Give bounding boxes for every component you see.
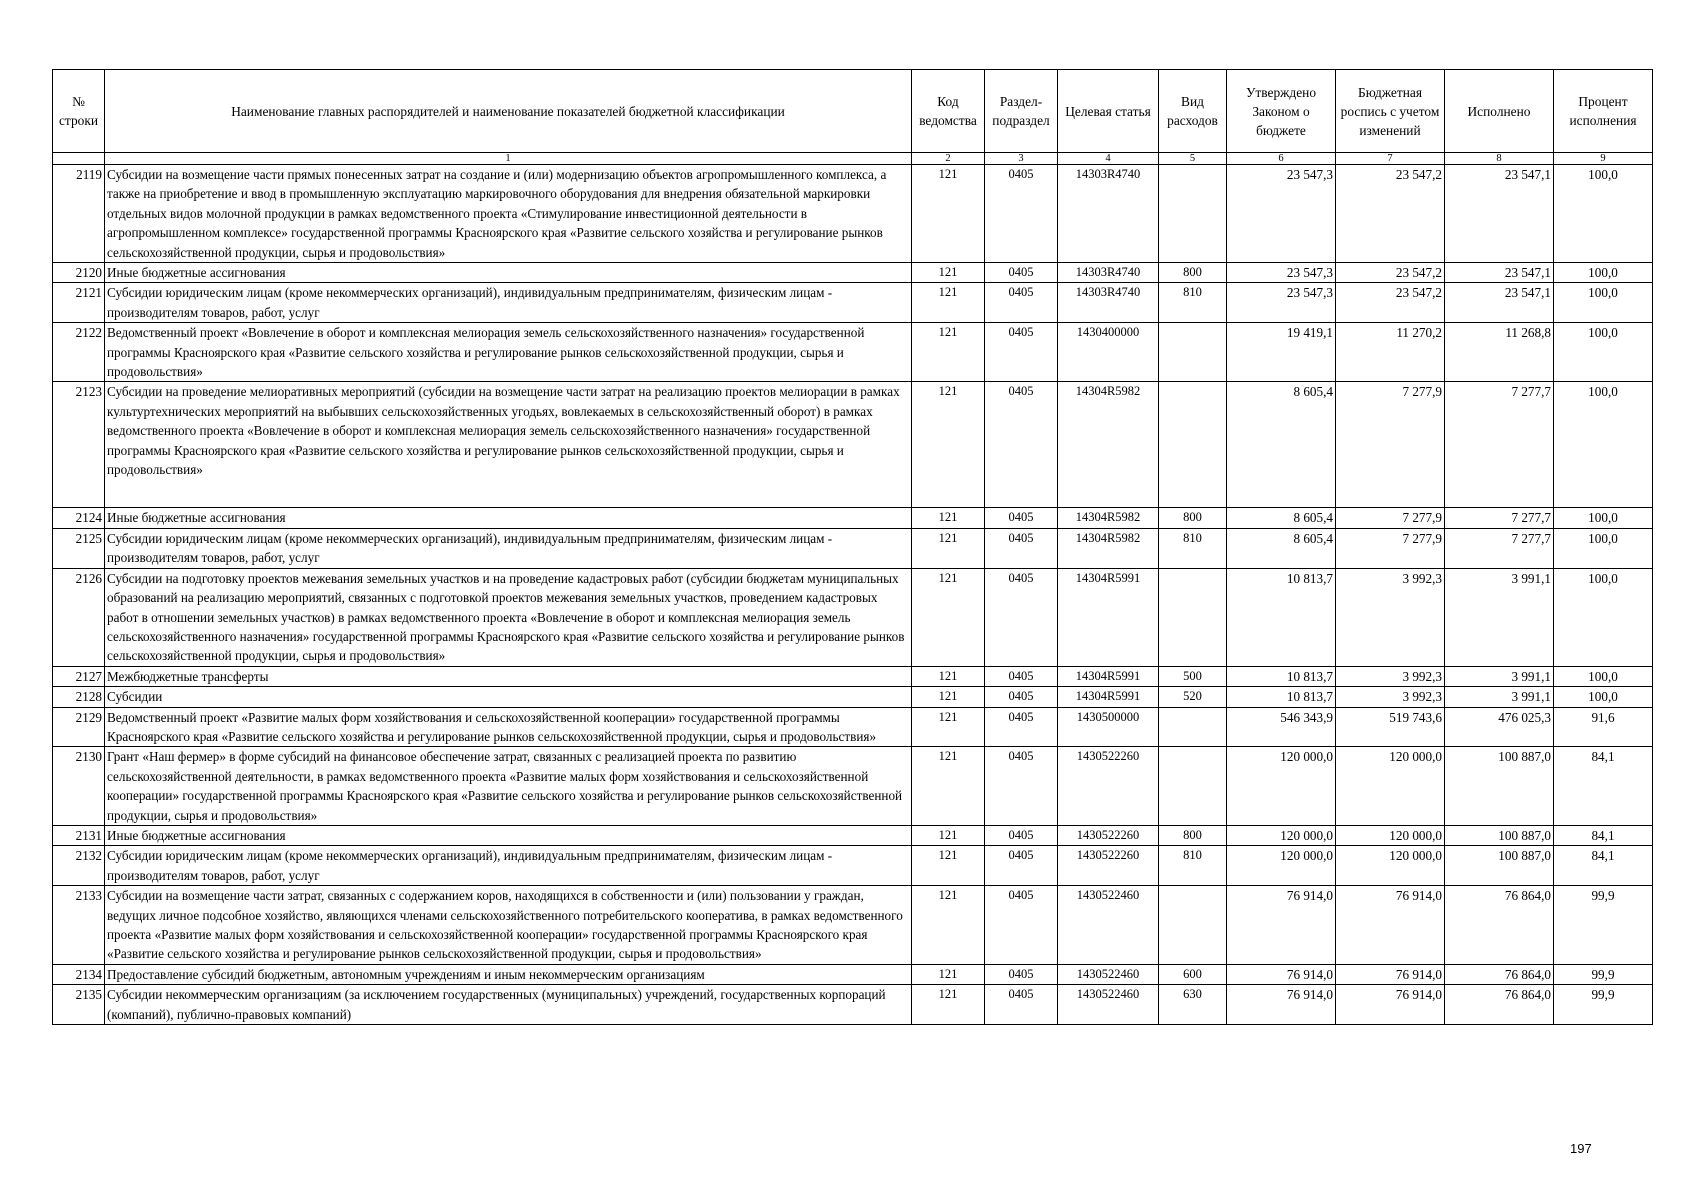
expense-type: 520 bbox=[1159, 687, 1227, 707]
row-number: 2132 bbox=[53, 846, 105, 886]
table-row bbox=[53, 263, 1653, 283]
approved-amount: 8 605,4 bbox=[1227, 528, 1336, 568]
budget-amount: 76 914,0 bbox=[1336, 886, 1445, 965]
execution-percent: 100,0 bbox=[1554, 323, 1653, 382]
header-name: Наименование главных распорядителей и наименование показателей бюджетной классификации bbox=[105, 70, 912, 153]
item-name: Субсидии на возмещение части прямых понесенных затрат на создание и (или) модернизацию объектов агропромышленного комплекса, а также на приобретение и ввод в промышленную эксплуатацию маркировочного оборудования для внедрения обязательной маркировки отдельных видов молочной продукции в рамках ведомственного проекта «Стимулирование инвестиционной деятельности в агропромышленном комплексе» государственной программы Красноярского края «Развитие сельского хозяйства и регулирование рынков сельскохозяйственной продукции, сырья и продовольствия» bbox=[105, 165, 912, 263]
department-code: 121 bbox=[912, 985, 985, 1025]
table-row bbox=[53, 382, 1653, 508]
target-item: 1430522460 bbox=[1058, 886, 1159, 965]
item-name: Ведомственный проект «Вовлечение в оборот и комплексная мелиорация земель сельскохозяйственного назначения» государственной программы Красноярского края «Развитие сельского хозяйства и регулирование рынков сельскохозяйственной продукции, сырья и продовольствия» bbox=[105, 323, 912, 382]
budget-amount: 76 914,0 bbox=[1336, 964, 1445, 984]
target-item: 1430522460 bbox=[1058, 985, 1159, 1025]
section-code: 0405 bbox=[985, 886, 1058, 965]
table-row bbox=[53, 508, 1653, 528]
department-code: 121 bbox=[912, 666, 985, 686]
department-code: 121 bbox=[912, 283, 985, 323]
execution-percent: 99,9 bbox=[1554, 964, 1653, 984]
table-row bbox=[53, 528, 1653, 568]
expense-type: 810 bbox=[1159, 283, 1227, 323]
section-code: 0405 bbox=[985, 165, 1058, 263]
target-item: 14304R5991 bbox=[1058, 687, 1159, 707]
item-name: Субсидии bbox=[105, 687, 912, 707]
item-name: Межбюджетные трансферты bbox=[105, 666, 912, 686]
budget-table bbox=[52, 69, 1653, 1025]
department-code: 121 bbox=[912, 886, 985, 965]
header-approved: Утверждено Законом о бюджете bbox=[1227, 70, 1336, 153]
table-row bbox=[53, 707, 1653, 747]
approved-amount: 10 813,7 bbox=[1227, 687, 1336, 707]
section-code: 0405 bbox=[985, 825, 1058, 845]
expense-type: 500 bbox=[1159, 666, 1227, 686]
department-code: 121 bbox=[912, 964, 985, 984]
item-name: Субсидии юридическим лицам (кроме некоммерческих организаций), индивидуальным предпринимателям, физическим лицам - производителям товаров, работ, услуг bbox=[105, 283, 912, 323]
table-header-row bbox=[53, 70, 1653, 153]
expense-type bbox=[1159, 382, 1227, 508]
item-name: Субсидии на возмещение части затрат, связанных с содержанием коров, находящихся в собственности и (или) пользовании у граждан, ведущих личное подсобное хозяйство, являющихся членами сельскохозяйственного потребительского кооператива, в рамках ведомственного проекта «Развитие малых форм хозяйствования и сельскохозяйственной кооперации» государственной программы Красноярского края «Развитие сельского хозяйства и регулирование рынков сельскохозяйственной продукции, сырья и продовольствия» bbox=[105, 886, 912, 965]
expense-type: 810 bbox=[1159, 528, 1227, 568]
header-target-item: Целевая статья bbox=[1058, 70, 1159, 153]
department-code: 121 bbox=[912, 687, 985, 707]
section-code: 0405 bbox=[985, 382, 1058, 508]
executed-amount: 7 277,7 bbox=[1445, 382, 1554, 508]
item-name: Грант «Наш фермер» в форме субсидий на финансовое обеспечение затрат, связанных с реализацией проекта по развитию сельскохозяйственной деятельности, в рамках ведомственного проекта «Развитие малых форм хозяйствования и сельскохозяйственной кооперации» государственной программы Красноярского края «Развитие сельского хозяйства и регулирование рынков сельскохозяйственной продукции, сырья и продовольствия» bbox=[105, 747, 912, 826]
item-name: Иные бюджетные ассигнования bbox=[105, 263, 912, 283]
approved-amount: 10 813,7 bbox=[1227, 666, 1336, 686]
target-item: 14304R5982 bbox=[1058, 528, 1159, 568]
item-name: Субсидии некоммерческим организациям (за исключением государственных (муниципальных) учреждений, государственных корпораций (компаний), публично-правовых компаний) bbox=[105, 985, 912, 1025]
expense-type: 600 bbox=[1159, 964, 1227, 984]
target-item: 1430522260 bbox=[1058, 846, 1159, 886]
target-item: 14303R4740 bbox=[1058, 283, 1159, 323]
item-name: Ведомственный проект «Развитие малых форм хозяйствования и сельскохозяйственной кооперации» государственной программы Красноярского края «Развитие сельского хозяйства и регулирование рынков сельскохозяйственной продукции, сырья и продовольствия» bbox=[105, 707, 912, 747]
executed-amount: 23 547,1 bbox=[1445, 263, 1554, 283]
item-name: Субсидии на подготовку проектов межевания земельных участков и на проведение кадастровых работ (субсидии бюджетам муниципальных образований на реализацию мероприятий, связанных с подготовкой проектов межевания земельных участков, проведением кадастровых работ в отношении земельных участков) в рамках ведомственного проекта «Вовлечение в оборот и комплексная мелиорация земель сельскохозяйственного назначения» государственной программы Красноярского края «Развитие сельского хозяйства и регулирование рынков сельскохозяйственной продукции, сырья и продовольствия» bbox=[105, 568, 912, 666]
column-number: 6 bbox=[1227, 153, 1336, 165]
executed-amount: 3 991,1 bbox=[1445, 687, 1554, 707]
row-number: 2130 bbox=[53, 747, 105, 826]
approved-amount: 120 000,0 bbox=[1227, 747, 1336, 826]
department-code: 121 bbox=[912, 528, 985, 568]
row-number: 2120 bbox=[53, 263, 105, 283]
column-number: 1 bbox=[105, 153, 912, 165]
expense-type bbox=[1159, 707, 1227, 747]
execution-percent: 100,0 bbox=[1554, 528, 1653, 568]
approved-amount: 8 605,4 bbox=[1227, 382, 1336, 508]
budget-amount: 7 277,9 bbox=[1336, 508, 1445, 528]
table-row bbox=[53, 886, 1653, 965]
row-number: 2119 bbox=[53, 165, 105, 263]
section-code: 0405 bbox=[985, 846, 1058, 886]
expense-type: 630 bbox=[1159, 985, 1227, 1025]
column-number-row bbox=[53, 153, 1653, 165]
approved-amount: 120 000,0 bbox=[1227, 825, 1336, 845]
approved-amount: 76 914,0 bbox=[1227, 964, 1336, 984]
approved-amount: 8 605,4 bbox=[1227, 508, 1336, 528]
executed-amount: 23 547,1 bbox=[1445, 165, 1554, 263]
department-code: 121 bbox=[912, 747, 985, 826]
executed-amount: 76 864,0 bbox=[1445, 985, 1554, 1025]
executed-amount: 76 864,0 bbox=[1445, 886, 1554, 965]
header-budget-schedule: Бюджетная роспись с учетом изменений bbox=[1336, 70, 1445, 153]
item-name: Иные бюджетные ассигнования bbox=[105, 825, 912, 845]
table-row bbox=[53, 323, 1653, 382]
column-number: 8 bbox=[1445, 153, 1554, 165]
section-code: 0405 bbox=[985, 964, 1058, 984]
approved-amount: 19 419,1 bbox=[1227, 323, 1336, 382]
executed-amount: 7 277,7 bbox=[1445, 528, 1554, 568]
budget-amount: 23 547,2 bbox=[1336, 263, 1445, 283]
executed-amount: 76 864,0 bbox=[1445, 964, 1554, 984]
approved-amount: 23 547,3 bbox=[1227, 283, 1336, 323]
row-number: 2125 bbox=[53, 528, 105, 568]
header-expense-type: Вид расходов bbox=[1159, 70, 1227, 153]
header-percent: Процент исполнения bbox=[1554, 70, 1653, 153]
execution-percent: 99,9 bbox=[1554, 985, 1653, 1025]
target-item: 1430522460 bbox=[1058, 964, 1159, 984]
execution-percent: 100,0 bbox=[1554, 666, 1653, 686]
execution-percent: 100,0 bbox=[1554, 687, 1653, 707]
department-code: 121 bbox=[912, 825, 985, 845]
row-number: 2128 bbox=[53, 687, 105, 707]
row-number: 2121 bbox=[53, 283, 105, 323]
row-number: 2135 bbox=[53, 985, 105, 1025]
target-item: 14303R4740 bbox=[1058, 165, 1159, 263]
row-number: 2134 bbox=[53, 964, 105, 984]
column-number: 2 bbox=[912, 153, 985, 165]
table-row bbox=[53, 165, 1653, 263]
header-row-number: № строки bbox=[53, 70, 105, 153]
item-name: Иные бюджетные ассигнования bbox=[105, 508, 912, 528]
column-number: 4 bbox=[1058, 153, 1159, 165]
executed-amount: 7 277,7 bbox=[1445, 508, 1554, 528]
column-number: 9 bbox=[1554, 153, 1653, 165]
execution-percent: 84,1 bbox=[1554, 825, 1653, 845]
budget-amount: 3 992,3 bbox=[1336, 568, 1445, 666]
header-executed: Исполнено bbox=[1445, 70, 1554, 153]
header-section: Раздел-подраздел bbox=[985, 70, 1058, 153]
section-code: 0405 bbox=[985, 568, 1058, 666]
budget-amount: 76 914,0 bbox=[1336, 985, 1445, 1025]
item-name: Субсидии на проведение мелиоративных мероприятий (субсидии на возмещение части затрат на реализацию проектов мелиорации в рамках культуртехнических мероприятий на выбывших сельскохозяйственных угодьях, вовлекаемых в сельскохозяйственный оборот) в рамках ведомственного проекта «Вовлечение в оборот и комплексная мелиорация земель сельскохозяйственного назначения» государственной программы Красноярского края «Развитие сельского хозяйства и регулирование рынков сельскохозяйственной продукции, сырья и продовольствия» bbox=[105, 382, 912, 508]
approved-amount: 23 547,3 bbox=[1227, 263, 1336, 283]
executed-amount: 11 268,8 bbox=[1445, 323, 1554, 382]
budget-amount: 7 277,9 bbox=[1336, 382, 1445, 508]
section-code: 0405 bbox=[985, 323, 1058, 382]
department-code: 121 bbox=[912, 165, 985, 263]
section-code: 0405 bbox=[985, 528, 1058, 568]
item-name: Субсидии юридическим лицам (кроме некоммерческих организаций), индивидуальным предпринимателям, физическим лицам - производителям товаров, работ, услуг bbox=[105, 846, 912, 886]
expense-type: 800 bbox=[1159, 825, 1227, 845]
department-code: 121 bbox=[912, 508, 985, 528]
target-item: 1430400000 bbox=[1058, 323, 1159, 382]
header-department-code: Код ведомства bbox=[912, 70, 985, 153]
expense-type bbox=[1159, 165, 1227, 263]
section-code: 0405 bbox=[985, 666, 1058, 686]
approved-amount: 76 914,0 bbox=[1227, 985, 1336, 1025]
budget-amount: 120 000,0 bbox=[1336, 747, 1445, 826]
row-number: 2127 bbox=[53, 666, 105, 686]
execution-percent: 100,0 bbox=[1554, 568, 1653, 666]
section-code: 0405 bbox=[985, 985, 1058, 1025]
column-number: 5 bbox=[1159, 153, 1227, 165]
approved-amount: 546 343,9 bbox=[1227, 707, 1336, 747]
target-item: 1430522260 bbox=[1058, 825, 1159, 845]
approved-amount: 120 000,0 bbox=[1227, 846, 1336, 886]
item-name: Предоставление субсидий бюджетным, автономным учреждениям и иным некоммерческим организациям bbox=[105, 964, 912, 984]
row-number: 2122 bbox=[53, 323, 105, 382]
row-number: 2129 bbox=[53, 707, 105, 747]
table-row bbox=[53, 666, 1653, 686]
executed-amount: 100 887,0 bbox=[1445, 747, 1554, 826]
approved-amount: 76 914,0 bbox=[1227, 886, 1336, 965]
budget-amount: 3 992,3 bbox=[1336, 687, 1445, 707]
section-code: 0405 bbox=[985, 283, 1058, 323]
row-number: 2123 bbox=[53, 382, 105, 508]
row-number: 2126 bbox=[53, 568, 105, 666]
expense-type: 800 bbox=[1159, 508, 1227, 528]
row-number: 2124 bbox=[53, 508, 105, 528]
target-item: 14304R5991 bbox=[1058, 568, 1159, 666]
row-number: 2131 bbox=[53, 825, 105, 845]
executed-amount: 100 887,0 bbox=[1445, 846, 1554, 886]
table-row bbox=[53, 964, 1653, 984]
target-item: 14304R5982 bbox=[1058, 382, 1159, 508]
page-number: 197 bbox=[1570, 1141, 1592, 1156]
column-number: 3 bbox=[985, 153, 1058, 165]
department-code: 121 bbox=[912, 568, 985, 666]
execution-percent: 84,1 bbox=[1554, 747, 1653, 826]
budget-amount: 3 992,3 bbox=[1336, 666, 1445, 686]
budget-amount: 7 277,9 bbox=[1336, 528, 1445, 568]
target-item: 1430522260 bbox=[1058, 747, 1159, 826]
target-item: 14304R5982 bbox=[1058, 508, 1159, 528]
budget-amount: 120 000,0 bbox=[1336, 825, 1445, 845]
expense-type bbox=[1159, 568, 1227, 666]
expense-type: 810 bbox=[1159, 846, 1227, 886]
expense-type bbox=[1159, 747, 1227, 826]
expense-type bbox=[1159, 886, 1227, 965]
budget-amount: 11 270,2 bbox=[1336, 323, 1445, 382]
execution-percent: 100,0 bbox=[1554, 508, 1653, 528]
executed-amount: 3 991,1 bbox=[1445, 568, 1554, 666]
department-code: 121 bbox=[912, 846, 985, 886]
target-item: 1430500000 bbox=[1058, 707, 1159, 747]
section-code: 0405 bbox=[985, 747, 1058, 826]
table-row bbox=[53, 846, 1653, 886]
budget-amount: 23 547,2 bbox=[1336, 283, 1445, 323]
execution-percent: 100,0 bbox=[1554, 263, 1653, 283]
executed-amount: 3 991,1 bbox=[1445, 666, 1554, 686]
execution-percent: 100,0 bbox=[1554, 165, 1653, 263]
execution-percent: 99,9 bbox=[1554, 886, 1653, 965]
target-item: 14303R4740 bbox=[1058, 263, 1159, 283]
execution-percent: 84,1 bbox=[1554, 846, 1653, 886]
table-row bbox=[53, 568, 1653, 666]
budget-amount: 23 547,2 bbox=[1336, 165, 1445, 263]
department-code: 121 bbox=[912, 707, 985, 747]
execution-percent: 91,6 bbox=[1554, 707, 1653, 747]
execution-percent: 100,0 bbox=[1554, 283, 1653, 323]
department-code: 121 bbox=[912, 382, 985, 508]
budget-amount: 519 743,6 bbox=[1336, 707, 1445, 747]
department-code: 121 bbox=[912, 323, 985, 382]
section-code: 0405 bbox=[985, 508, 1058, 528]
approved-amount: 10 813,7 bbox=[1227, 568, 1336, 666]
expense-type: 800 bbox=[1159, 263, 1227, 283]
execution-percent: 100,0 bbox=[1554, 382, 1653, 508]
item-name: Субсидии юридическим лицам (кроме некоммерческих организаций), индивидуальным предпринимателям, физическим лицам - производителям товаров, работ, услуг bbox=[105, 528, 912, 568]
table-row bbox=[53, 747, 1653, 826]
approved-amount: 23 547,3 bbox=[1227, 165, 1336, 263]
department-code: 121 bbox=[912, 263, 985, 283]
budget-amount: 120 000,0 bbox=[1336, 846, 1445, 886]
table-body bbox=[53, 165, 1653, 1025]
target-item: 14304R5991 bbox=[1058, 666, 1159, 686]
table-row bbox=[53, 985, 1653, 1025]
executed-amount: 23 547,1 bbox=[1445, 283, 1554, 323]
section-code: 0405 bbox=[985, 707, 1058, 747]
expense-type bbox=[1159, 323, 1227, 382]
executed-amount: 476 025,3 bbox=[1445, 707, 1554, 747]
executed-amount: 100 887,0 bbox=[1445, 825, 1554, 845]
table-row bbox=[53, 825, 1653, 845]
section-code: 0405 bbox=[985, 687, 1058, 707]
section-code: 0405 bbox=[985, 263, 1058, 283]
row-number: 2133 bbox=[53, 886, 105, 965]
table-row bbox=[53, 687, 1653, 707]
table-row bbox=[53, 283, 1653, 323]
column-number: 7 bbox=[1336, 153, 1445, 165]
